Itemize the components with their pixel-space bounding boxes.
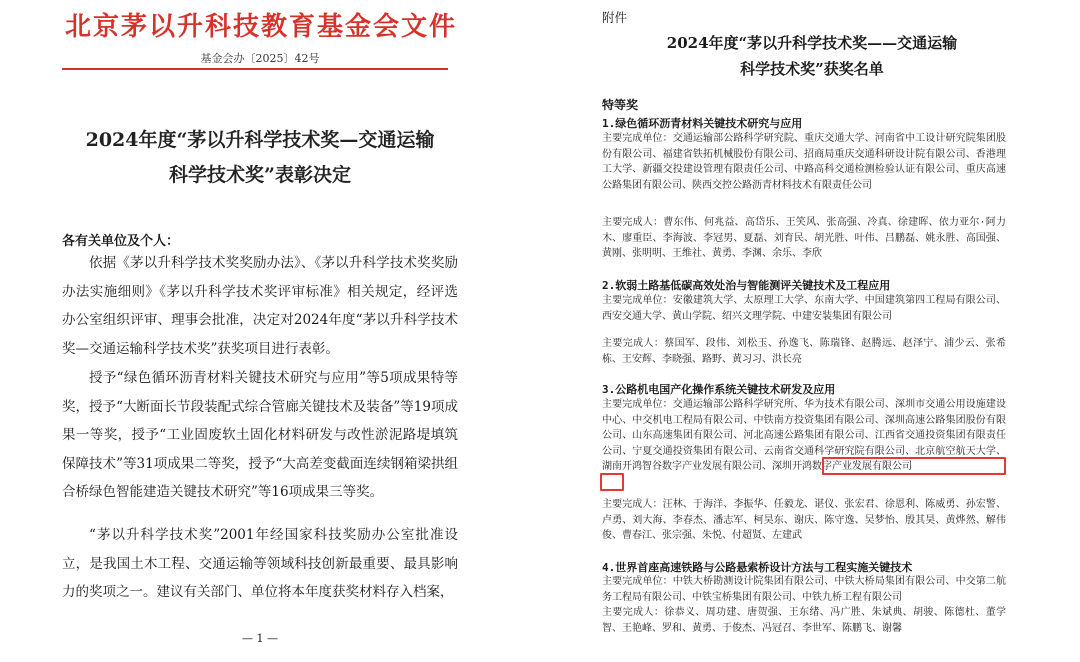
decision-title-line2: 科学技术奖”表彰决定 [169,164,351,186]
decision-title-line1: 2024年度“茅以升科学技术奖—交通运输 [85,129,435,151]
project-4-units: 主要完成单位：中铁大桥勘测设计院集团有限公司、中铁大桥局集团有限公司、中交第二航务工程局有限公司、中铁宝桥集团有限公司、中铁九桥工程有限公司 [602,576,1006,603]
project-2-units: 主要完成单位：安徽建筑大学、太原理工大学、东南大学、中国建筑第四工程局有限公司、西安交通大学、黄山学院、绍兴文理学院、中建安装集团有限公司 [602,295,1006,322]
project-3-title: 3.公路机电国产化操作系统关键技术研发及应用 [602,383,836,396]
project-1-title: 1.绿色循环沥青材料关键技术研究与应用 [602,117,803,130]
project-1-people: 主要完成人：曹东伟、何兆益、高岱乐、王笑风、张高强、冷真、徐建晖、依力亚尔·阿力木、廖重臣、李海波、李冠男、夏磊、刘育民、胡光胜、叶伟、吕鹏磊、姚永胜、高国强、黄刚、张明明、王维社、黄勇、李渊、余乐、李欣 [602,217,1006,260]
project-3-people: 主要完成人：汪林、于海洋、李振华、任毅龙、谌仪、张宏君、徐恩利、陈威勇、孙宏警、卢勇、刘大海、李春杰、潘志军、柯昊东、谢庆、陈守逸、吴梦怡、殷其昊、黄烨然、解伟俊、曹春江、张宗强、朱悦、付超贤、左建武 [602,499,1006,542]
highlight-box [822,457,1006,475]
paragraph-awards: 授予“绿色循环沥青材料关键技术研究与应用”等5项成果特等奖，授予“大断面长节段装配式综合管廊关键技术及装备”等19项成果一等奖，授予“工业固废软土固化材料研发与改性淤泥路堤填筑保障技术”等31项成果二等奖，授予“大高差变截面连续钢箱梁拱组合桥绿色智能建造关键技术研究”等16项成果三等奖。 [62,370,458,500]
project-1-units: 主要完成单位：交通运输部公路科学研究院、重庆交通大学、河南省中工设计研究院集团股份有限公司、福建省铁拓机械股份有限公司、招商局重庆交通科研设计院有限公司、香港理工大学、新疆交投建设管理有限责任公司、中路高科交通检测检验认证有限公司、重庆高速公路集团有限公司、陕西交控公路沥青材料技术有限责任公司 [602,133,1006,191]
highlight-box-continuation [600,473,624,491]
masthead-title: 北京茅以升科技教育基金会文件 [64,12,457,42]
annex-title-line2: 科学技术奖”获奖名单 [740,60,884,78]
project-4-people: 主要完成人：徐恭义、周功建、唐贺强、王东绪、冯广胜、朱斌典、胡骏、陈德杜、董学智、王艳峰、罗和、黄勇、于俊杰、冯冠召、李世军、陈鹏飞、谢馨 [602,607,1006,634]
annex-label: 附件 [602,10,628,25]
project-4-title: 4.世界首座高速铁路与公路悬索桥设计方法与工程实施关键技术 [602,561,913,574]
document-number: 基金会办〔2025〕42号 [200,52,320,65]
page-number: — 1 — [242,632,278,645]
project-3-units: 主要完成单位：交通运输部公路科学研究所、华为技术有限公司、深圳市交通公用设施建设中心、中交机电工程局有限公司、中铁南方投资集团有限公司、深圳高速公路集团股份有限公司、山东高速集团有限公司、河北高速公路集团有限公司、江西省交通投资集团有限责任公司、宁夏交通投资集团有限公司、云南省交通科学研究院有限公司、北京航空航天大学、湖南开鸿智谷数字产业发展有限公司、深圳开鸿数字产业发展有限公司 [602,399,1006,473]
project-2-title: 2.软弱土路基低碳高效处治与智能测评关键技术及工程应用 [602,279,891,292]
salutation: 各有关单位及个人： [62,234,180,249]
paragraph-about-award: “茅以升科学技术奖”2001年经国家科技奖励办公室批准设立，是我国土木工程、交通运输等领域科技创新最重要、最具影响力的奖项之一。建议有关部门、单位将本年度获奖材料存入档案， [62,527,458,600]
red-divider [62,68,448,70]
right-annex-page [556,0,1080,662]
paragraph-basis: 依据《茅以升科学技术奖奖励办法》、《茅以升科学技术奖奖励办法实施细则》《茅以升科学技术奖评审标准》相关规定，经评选办公室组织评审、理事会批准，决定对2024年度“茅以升科学技术奖—交通运输科学技术奖”获奖项目进行表彰。 [62,255,458,357]
annex-title-line1: 2024年度“茅以升科学技术奖——交通运输 [666,34,958,52]
project-2-people: 主要完成人：蔡国军、段伟、刘松玉、孙逸飞、陈瑞锋、赵腾远、赵泽宁、浦少云、张希栋、王安辉、李晓强、路野、黄习习、洪长亮 [602,338,1006,365]
award-grade-heading: 特等奖 [602,98,639,112]
left-document-page [0,0,520,662]
